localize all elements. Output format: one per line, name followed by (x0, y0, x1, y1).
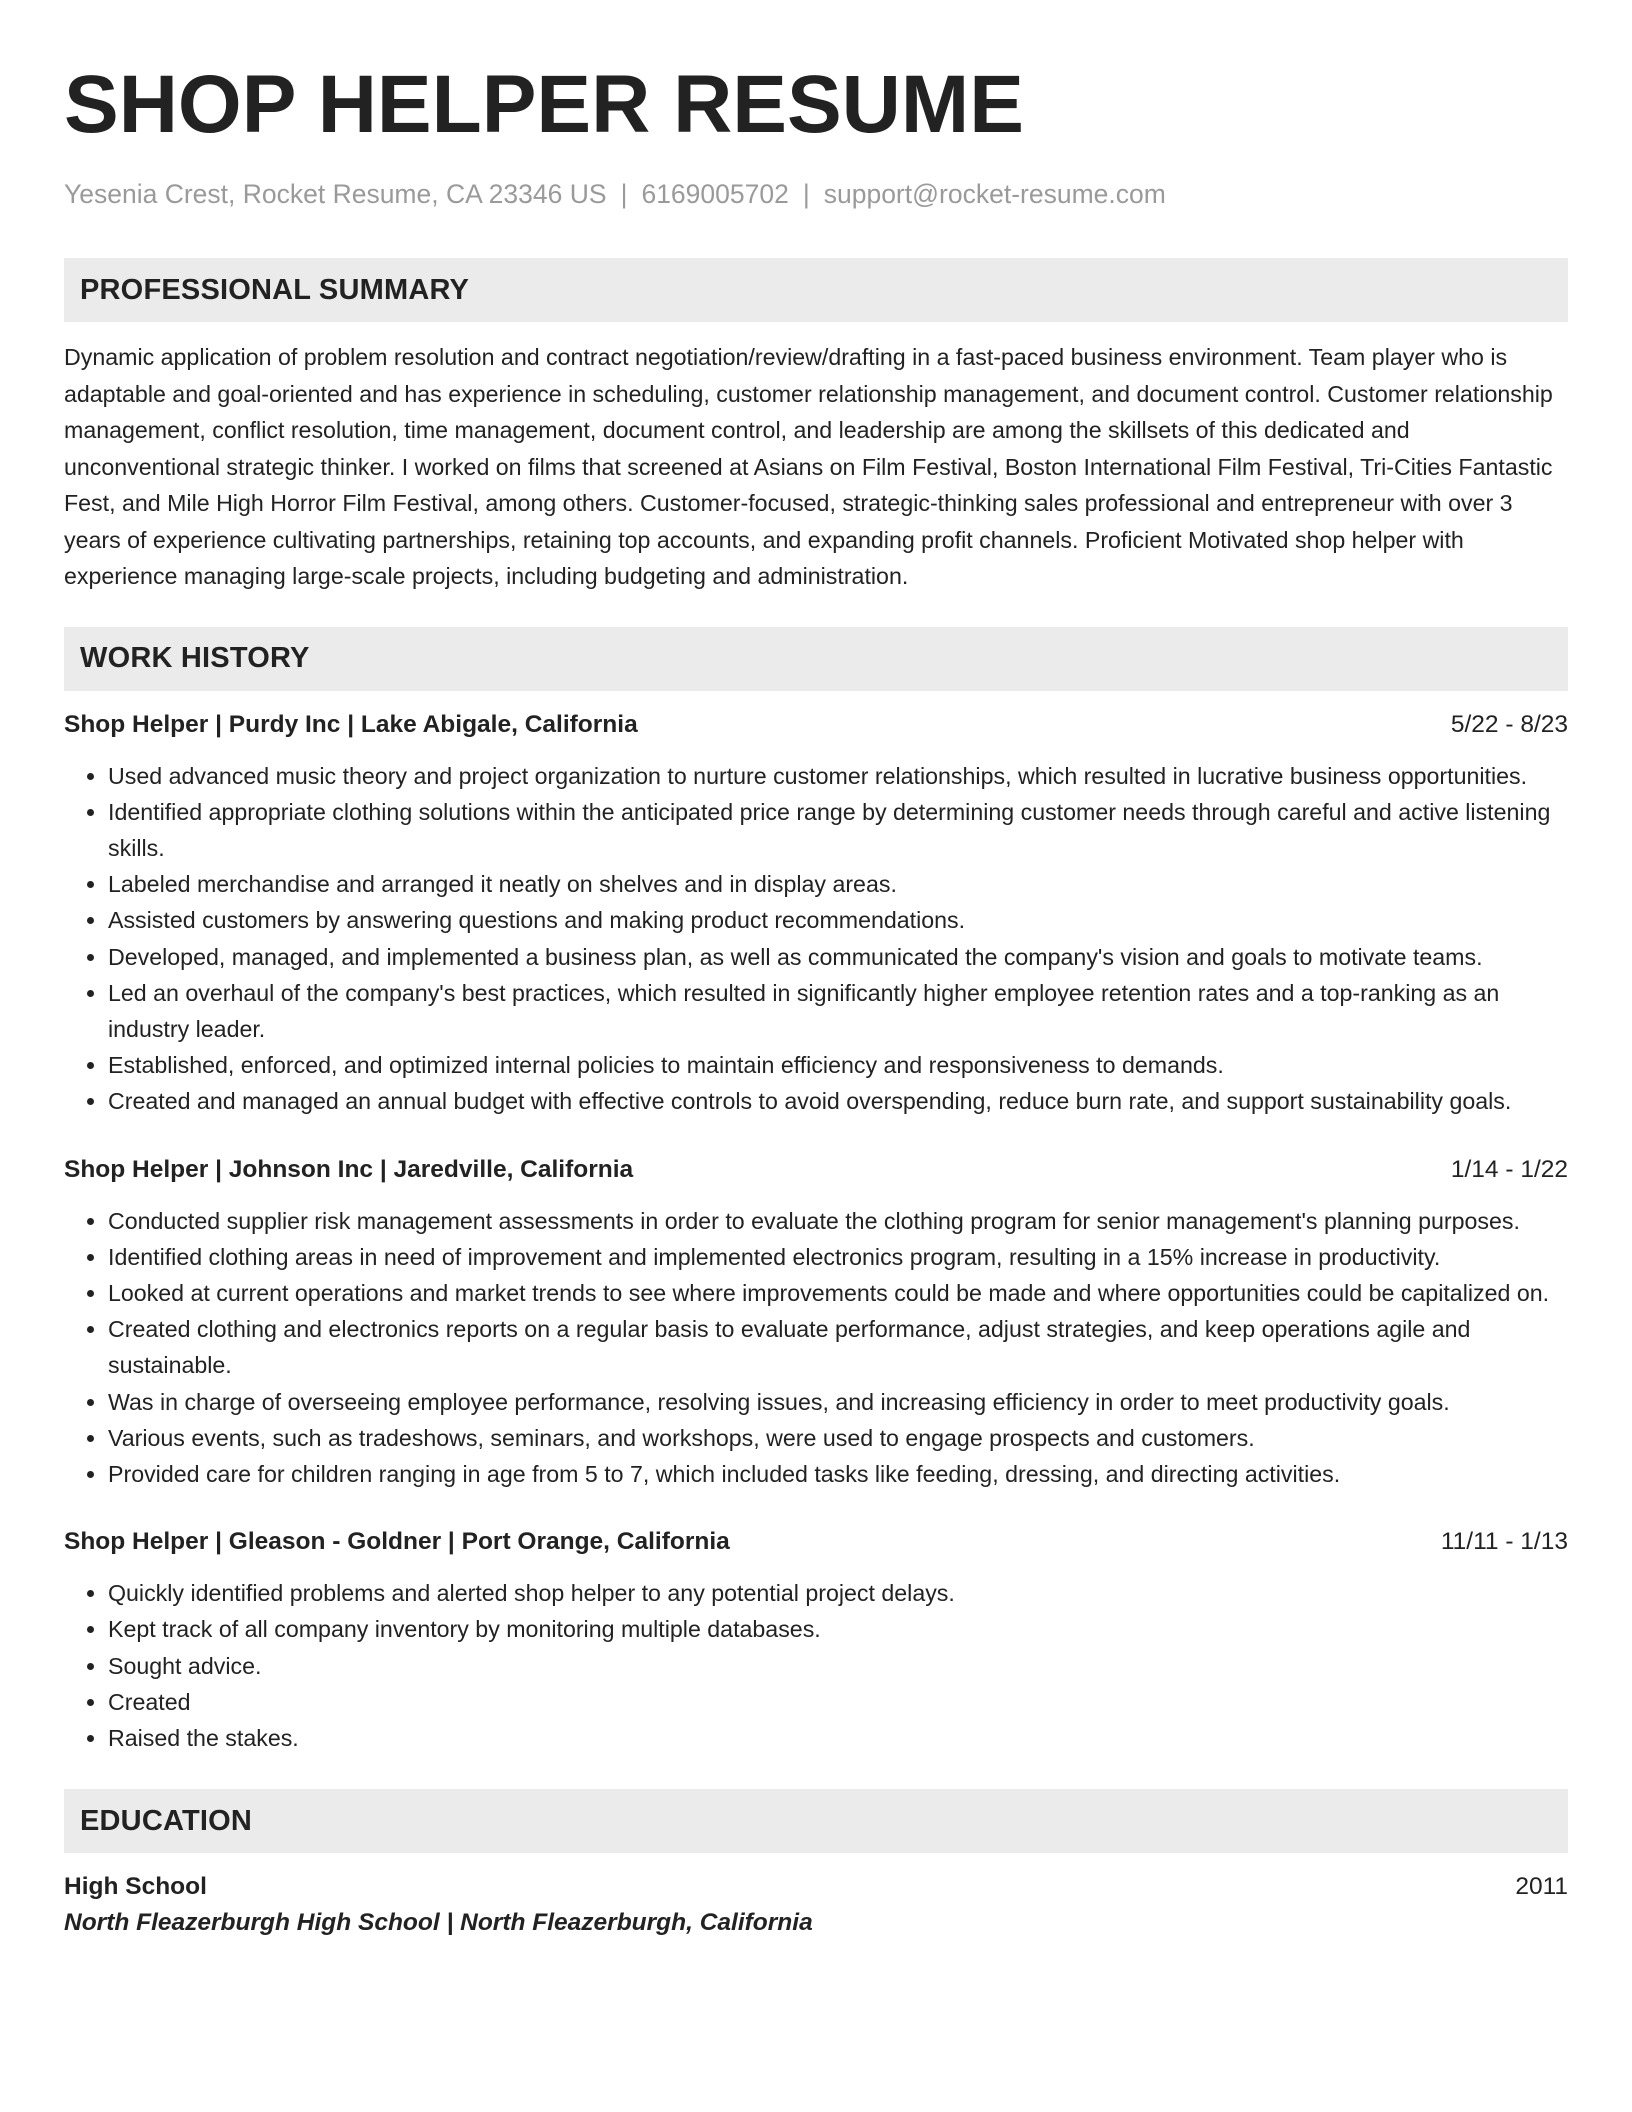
section-heading: PROFESSIONAL SUMMARY (80, 273, 470, 306)
job-bullets (64, 1203, 1568, 1493)
education-header (64, 1869, 1568, 1905)
job-dates: 11/11 - 1/13 (1440, 1528, 1568, 1556)
contact-separator: | (802, 179, 810, 209)
section-header-work-history (64, 627, 1568, 691)
job-bullet: • Looked at current operations and market trends to see where improvements could be made and where opportunities could be capitalized on. (108, 1275, 1568, 1311)
job-bullet: • Raised the stakes. (108, 1720, 1568, 1756)
job-dates: 5/22 - 8/23 (1450, 710, 1568, 738)
section-header-education (64, 1789, 1568, 1853)
job-header (64, 707, 1568, 743)
job-title: Shop Helper | Johnson Inc | Jaredville, California (64, 1155, 634, 1183)
summary-text: Dynamic application of problem resolution and contract negotiation/review/drafting in a fast-paced business environment. Team player who is adaptable and goal-oriented and has experience in scheduling, customer relationship management, and document control. Customer relationship management, conflict resolution, time management, document control, and leadership are among the skillsets of this dedicated and unconventional strategic thinker. I worked on films that screened at Asians on Film Festival, Boston International Film Festival, Tri-Cities Fantastic Fest, and Mile High Horror Film Festival, among others. Customer-focused, strategic-thinking sales professional and entrepreneur with over 3 years of experience cultivating partnerships, retaining top accounts, and expanding profit channels. Proficient Motivated shop helper with experience managing large-scale projects, including budgeting and administration. (64, 344, 1553, 589)
job-bullet: • Established, enforced, and optimized internal policies to maintain efficiency and responsiveness to demands. (108, 1047, 1568, 1083)
job-bullet: • Sought advice. (108, 1648, 1568, 1684)
job-bullet: • Labeled merchandise and arranged it neatly on shelves and in display areas. (108, 866, 1568, 902)
contact-email: support@rocket-resume.com (823, 179, 1166, 209)
section-heading: EDUCATION (80, 1804, 253, 1837)
job-bullet: • Quickly identified problems and alerted shop helper to any potential project delays. (108, 1575, 1568, 1611)
contact-address: Yesenia Crest, Rocket Resume, CA 23346 US (64, 179, 607, 209)
job-bullet: • Led an overhaul of the company's best practices, which resulted in significantly higher employee retention rates and a top-ranking as an industry leader. (108, 975, 1568, 1047)
education-year: 2011 (1515, 1873, 1568, 1901)
job-dates: 1/14 - 1/22 (1450, 1155, 1568, 1183)
job-bullet: • Various events, such as tradeshows, seminars, and workshops, were used to engage prospects and customers. (108, 1420, 1568, 1456)
job-title: Shop Helper | Purdy Inc | Lake Abigale, California (64, 710, 638, 738)
job-bullet: • Used advanced music theory and project organization to nurture customer relationships, which resulted in lucrative business opportunities. (108, 758, 1568, 794)
resume-page (64, 50, 1568, 1941)
job-bullet: • Conducted supplier risk management assessments in order to evaluate the clothing program for senior management's planning purposes. (108, 1203, 1568, 1239)
job-bullet: • Assisted customers by answering questions and making product recommendations. (108, 902, 1568, 938)
job-header (64, 1524, 1568, 1560)
section-heading: WORK HISTORY (80, 642, 310, 674)
job-title: Shop Helper | Gleason - Goldner | Port Orange, California (64, 1528, 730, 1556)
job-header (64, 1152, 1568, 1188)
job-bullet: • Created clothing and electronics reports on a regular basis to evaluate performance, adjust strategies, and keep operations agile and sustainable. (108, 1311, 1568, 1383)
section-header-summary (64, 258, 1568, 322)
job-bullet: • Provided care for children ranging in age from 5 to 7, which included tasks like feeding, dressing, and directing activities. (108, 1456, 1568, 1492)
education-school: North Fleazerburgh High School | North Fleazerburgh, California (64, 1909, 813, 1937)
job-bullets (64, 758, 1568, 1120)
job-bullets (64, 1575, 1568, 1756)
resume-title: SHOP HELPER RESUME (64, 59, 1024, 150)
job-bullet: • Was in charge of overseeing employee performance, resolving issues, and increasing efficiency in order to meet productivity goals. (108, 1384, 1568, 1420)
job-bullet: • Created and managed an annual budget with effective controls to avoid overspending, reduce burn rate, and support sustainability goals. (108, 1083, 1568, 1119)
job-bullet: • Created (108, 1684, 1568, 1720)
education-degree: High School (64, 1873, 207, 1901)
contact-phone: 6169005702 (641, 179, 789, 209)
job-bullet: • Identified appropriate clothing solutions within the anticipated price range by determining customer needs through careful and active listening skills. (108, 794, 1568, 866)
job-bullet: • Identified clothing areas in need of improvement and implemented electronics program, resulting in a 15% increase in productivity. (108, 1239, 1568, 1275)
job-bullet: • Kept track of all company inventory by monitoring multiple databases. (108, 1611, 1568, 1647)
job-bullet: • Developed, managed, and implemented a business plan, as well as communicated the company's vision and goals to motivate teams. (108, 939, 1568, 975)
contact-separator: | (620, 179, 628, 209)
contact-line (64, 176, 1568, 212)
